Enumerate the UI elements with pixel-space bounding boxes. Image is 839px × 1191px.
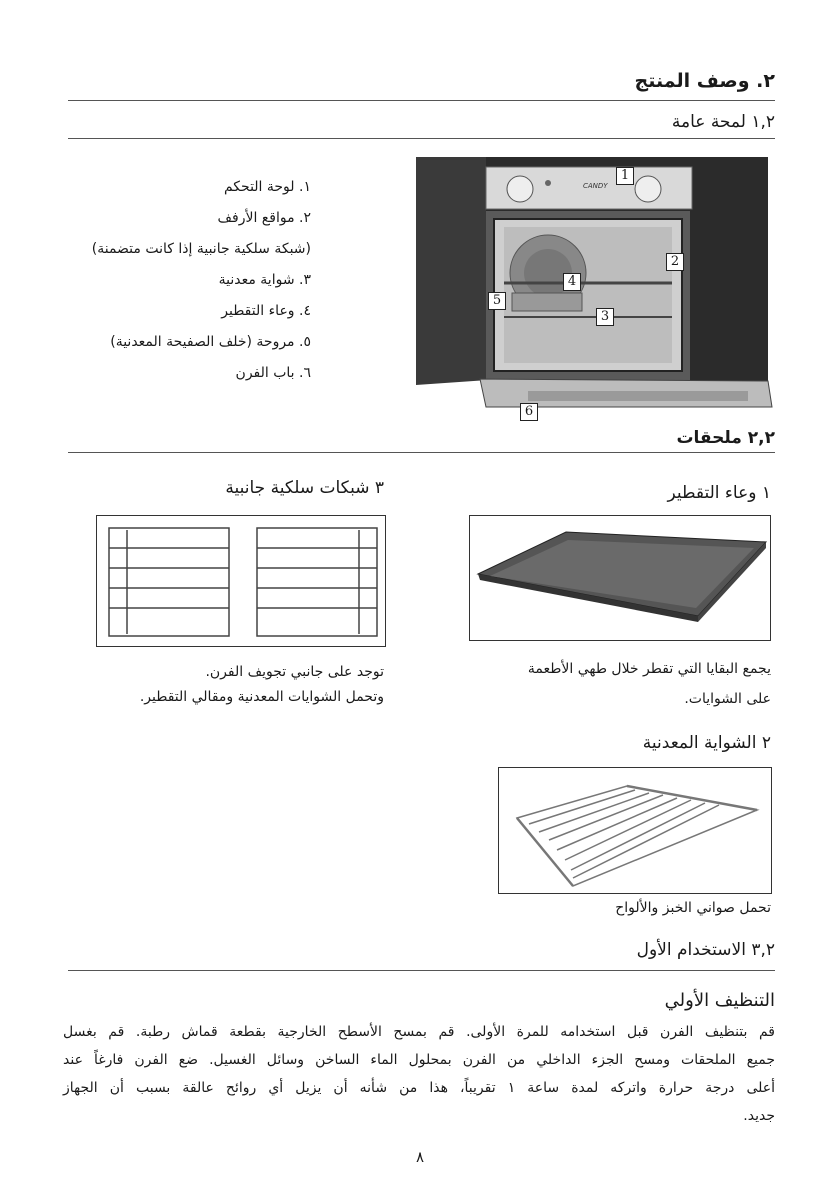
list-item: ٣. شواية معدنية [218, 272, 311, 288]
paragraph-line: جميع الملحقات ومسح الجزء الداخلي من الفرن بمحلول الماء الساخن وسائل الغسيل. ضع الفرن فارغاً عند [63, 1052, 775, 1068]
callout-5: 5 [488, 292, 506, 310]
cleaning-paragraph [63, 1018, 775, 1130]
first-use-title: ٣,٢ الاستخدام الأول [636, 940, 775, 960]
side-racks-figure [96, 515, 386, 647]
drip-tray-title: ١ وعاء التقطير [667, 483, 771, 503]
overview-title: ١,٢ لمحة عامة [671, 112, 775, 132]
oven-illustration [408, 155, 776, 425]
side-racks-description [64, 660, 384, 710]
grill-title: ٢ الشواية المعدنية [642, 733, 771, 753]
desc-line: يجمع البقايا التي تقطر خلال طهي الأطعمة [527, 661, 771, 677]
section-title: ٢. وصف المنتج [634, 70, 775, 92]
side-racks-title: ٣ شبكات سلكية جانبية [225, 478, 384, 498]
divider [68, 452, 775, 453]
divider [68, 970, 775, 971]
brand-logo: CANDY [583, 182, 608, 190]
list-item: ٥. مروحة (خلف الصفيحة المعدنية) [110, 334, 311, 350]
list-item: ٢. مواقع الأرفف [217, 210, 311, 226]
grill-description: تحمل صواني الخبز والألواح [615, 900, 771, 916]
paragraph-line: قم بتنظيف الفرن قبل استخدامه للمرة الأولى. قم بمسح الأسطح الخارجية بقطعة قماش رطبة. قم بغسل [63, 1024, 775, 1040]
accessories-title: ٢,٢ ملحقات [676, 428, 775, 448]
grill-figure [498, 767, 772, 894]
desc-line: وتحمل الشوايات المعدنية ومقالي التقطير. [139, 689, 384, 705]
grill-drawing [499, 768, 772, 894]
desc-line: توجد على جانبي تجويف الفرن. [205, 664, 384, 680]
callout-4: 4 [563, 273, 581, 291]
drip-tray-description [371, 654, 771, 714]
page-number: ٨ [415, 1148, 425, 1166]
list-item: (شبكة سلكية جانبية إذا كانت متضمنة) [91, 241, 311, 257]
callout-1: 1 [616, 167, 634, 185]
side-racks-drawing [97, 516, 386, 647]
paragraph-line: أعلى درجة حرارة واتركه لمدة ساعة ١ تقريباً، هذا من شأنه أن يزيل أي روائح عالقة بسبب أن الجهاز [63, 1080, 775, 1096]
list-item: ١. لوحة التحكم [223, 179, 311, 195]
callout-3: 3 [596, 308, 614, 326]
oven-drawing [408, 155, 776, 425]
divider [68, 100, 775, 101]
callout-2: 2 [666, 253, 684, 271]
paragraph-line: جديد. [743, 1108, 775, 1124]
callout-6: 6 [520, 403, 538, 421]
list-item: ٤. وعاء التقطير [221, 303, 311, 319]
divider [68, 138, 775, 139]
list-item: ٦. باب الفرن [235, 365, 311, 381]
cleaning-title: التنظيف الأولي [664, 990, 775, 1011]
drip-tray-drawing [470, 516, 771, 641]
drip-tray-figure [469, 515, 771, 641]
desc-line: على الشوايات. [684, 691, 771, 707]
parts-list [11, 172, 311, 389]
